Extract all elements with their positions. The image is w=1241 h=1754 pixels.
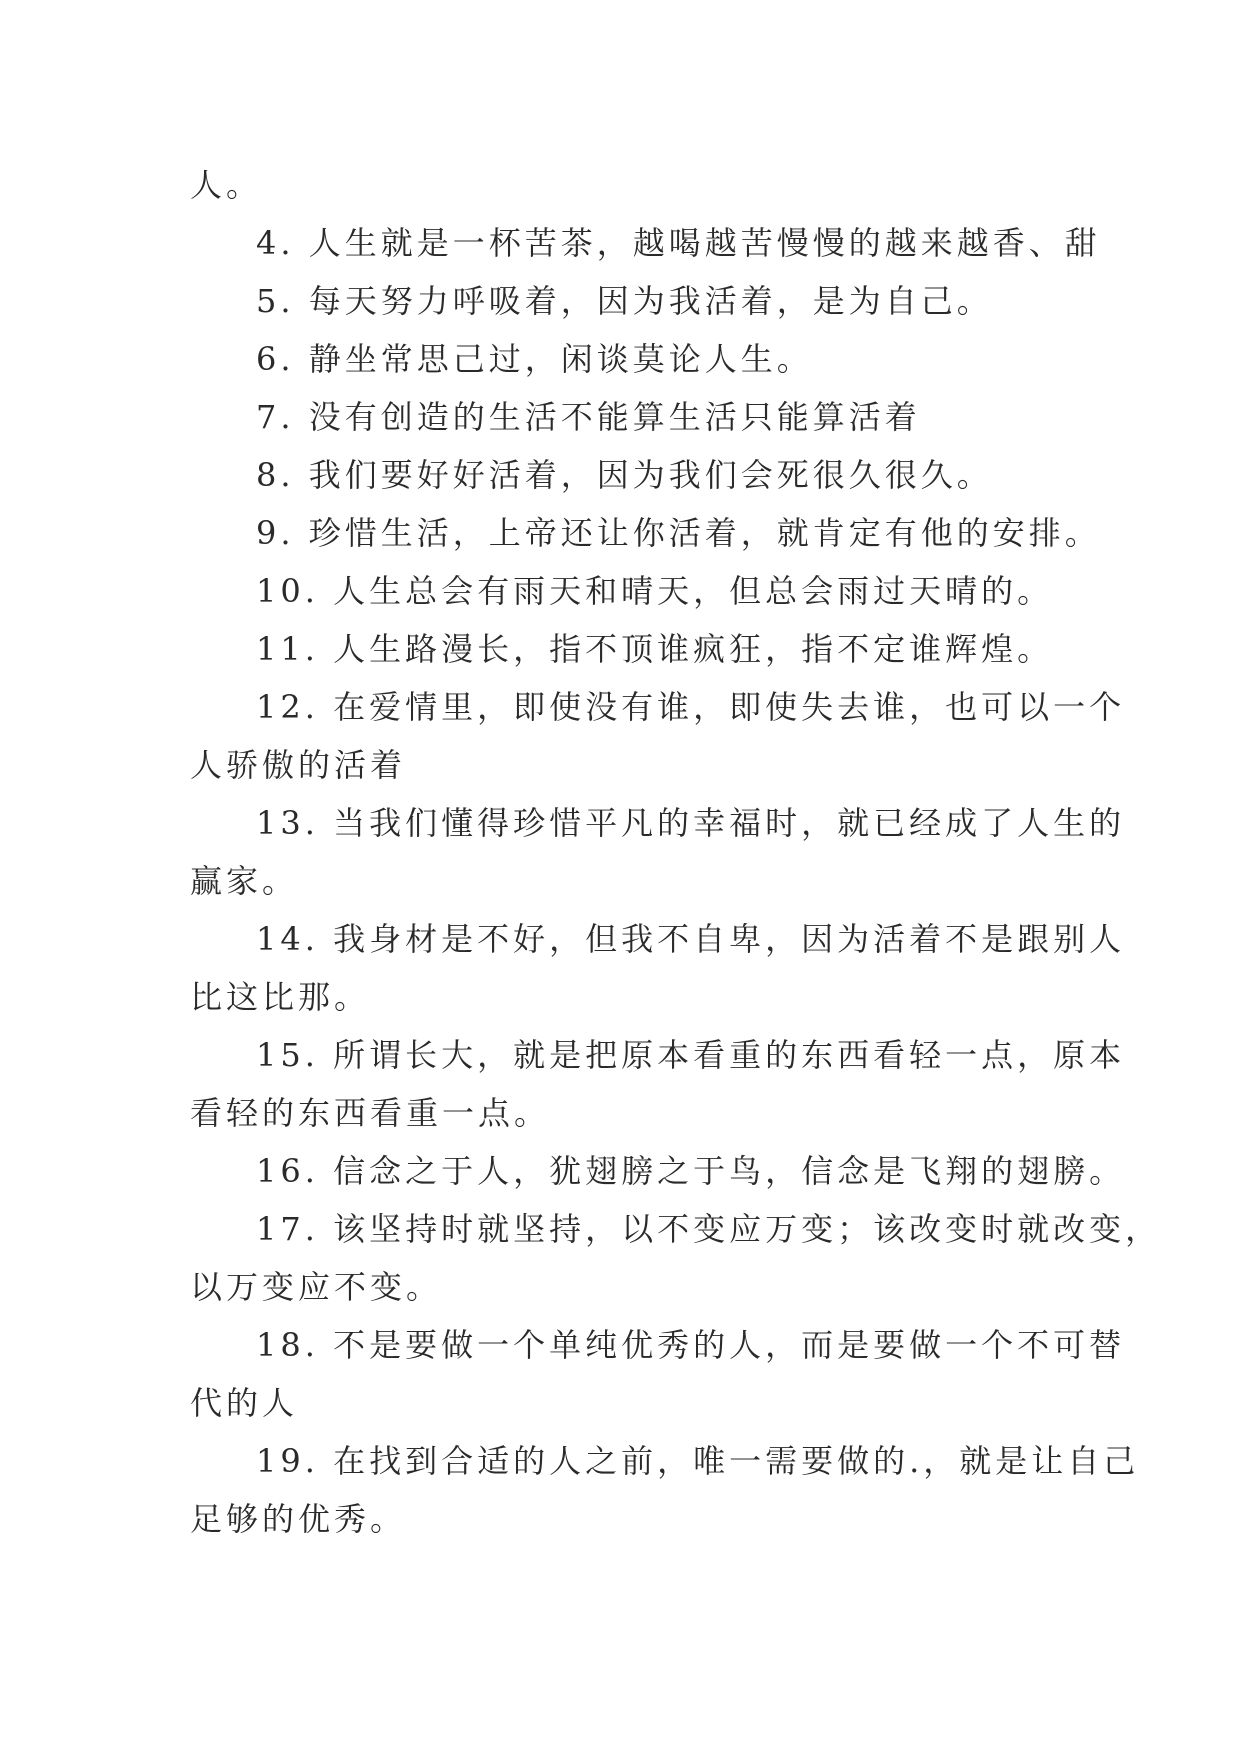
text-line: 4. 人生就是一杯苦茶，越喝越苦慢慢的越来越香、甜 bbox=[256, 224, 1101, 262]
text-line: 人。 bbox=[190, 166, 263, 204]
text-line: 看轻的东西看重一点。 bbox=[190, 1094, 551, 1132]
text-line: 10. 人生总会有雨天和晴天，但总会雨过天晴的。 bbox=[256, 572, 1054, 610]
text-line: 6. 静坐常思己过，闲谈莫论人生。 bbox=[256, 340, 813, 378]
text-line: 16. 信念之于人，犹翅膀之于鸟，信念是飞翔的翅膀。 bbox=[256, 1152, 1126, 1190]
text-line: 11. 人生路漫长，指不顶谁疯狂，指不定谁辉煌。 bbox=[256, 630, 1054, 668]
text-line: 人骄傲的活着 bbox=[190, 746, 407, 784]
document-body bbox=[190, 156, 1162, 1548]
text-line: 19. 在找到合适的人之前，唯一需要做的.，就是让自己 bbox=[256, 1442, 1140, 1480]
text-line: 15. 所谓长大，就是把原本看重的东西看轻一点，原本 bbox=[256, 1036, 1126, 1074]
text-line: 5. 每天努力呼吸着，因为我活着，是为自己。 bbox=[256, 282, 993, 320]
text-line: 足够的优秀。 bbox=[190, 1500, 407, 1538]
text-line: 代的人 bbox=[190, 1384, 299, 1422]
text-line: 7. 没有创造的生活不能算生活只能算活着 bbox=[256, 398, 921, 436]
text-line: 8. 我们要好好活着，因为我们会死很久很久。 bbox=[256, 456, 993, 494]
text-line: 18. 不是要做一个单纯优秀的人，而是要做一个不可替 bbox=[256, 1326, 1126, 1364]
text-line: 17. 该坚持时就坚持，以不变应万变；该改变时就改变， bbox=[256, 1210, 1162, 1248]
text-line: 以万变应不变。 bbox=[190, 1268, 443, 1306]
text-line: 赢家。 bbox=[190, 862, 299, 900]
text-line: 12. 在爱情里，即使没有谁，即使失去谁，也可以一个 bbox=[256, 688, 1126, 726]
text-line: 14. 我身材是不好，但我不自卑，因为活着不是跟别人 bbox=[256, 920, 1126, 958]
text-line: 比这比那。 bbox=[190, 978, 371, 1016]
text-line: 9. 珍惜生活，上帝还让你活着，就肯定有他的安排。 bbox=[256, 514, 1101, 552]
text-line: 13. 当我们懂得珍惜平凡的幸福时，就已经成了人生的 bbox=[256, 804, 1126, 842]
